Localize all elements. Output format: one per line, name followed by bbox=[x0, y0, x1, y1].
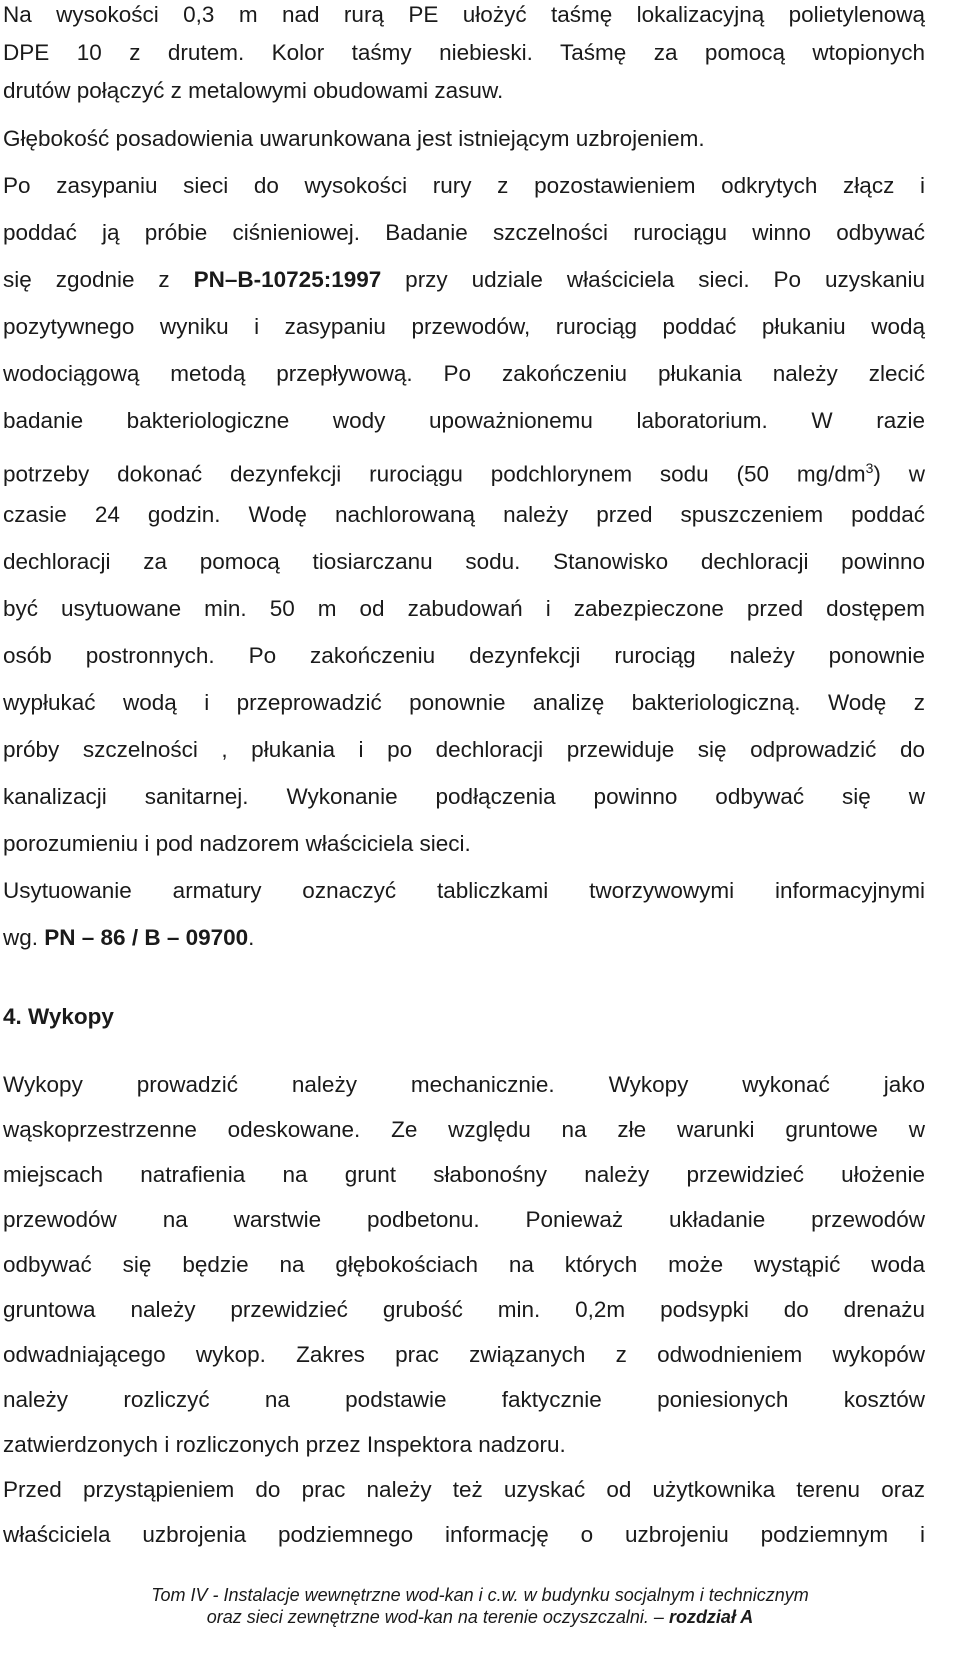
text-line: wypłukać wodą i przeprowadzić ponownie analizę bakteriologiczną. Wodę z bbox=[3, 690, 925, 715]
footer-line: Tom IV - Instalacje wewnętrzne wod-kan i c.w. w budynku socjalnym i technicznym bbox=[151, 1585, 809, 1605]
text-line: badanie bakteriologiczne wody upoważnionemu laboratorium. W razie bbox=[3, 408, 925, 433]
text-line bbox=[3, 453, 925, 490]
text-line: drutów połączyć z metalowymi obudowami zasuw. bbox=[3, 78, 504, 103]
footer-chapter: rozdział A bbox=[668, 1607, 754, 1627]
text-line: odbywać się będzie na głębokościach na których może wystąpić woda bbox=[3, 1252, 925, 1277]
text-line: wąskoprzestrzenne odeskowane. Ze względu na złe warunki gruntowe w bbox=[3, 1117, 925, 1142]
text-line: wodociągową metodą przepływową. Po zakończeniu płukania należy zlecić bbox=[3, 361, 925, 386]
text-line: Wykopy prowadzić należy mechanicznie. Wykopy wykonać jako bbox=[3, 1072, 925, 1097]
text-line: Przed przystąpieniem do prac należy też uzyskać od użytkownika terenu oraz bbox=[3, 1477, 925, 1502]
standard-reference: PN–B-10725:1997 bbox=[193, 267, 382, 292]
superscript: 3 bbox=[865, 460, 874, 476]
text-line: DPE 10 z drutem. Kolor taśmy niebieski. Taśmę za pomocą wtopionych bbox=[3, 40, 925, 65]
text-run: . bbox=[248, 925, 255, 950]
standard-reference: PN – 86 / B – 09700 bbox=[44, 925, 249, 950]
text-line bbox=[3, 265, 925, 295]
text-line: należy rozliczyć na podstawie faktycznie poniesionych kosztów bbox=[3, 1387, 925, 1412]
text-run: potrzeby dokonać dezynfekcji rurociągu podchlorynem sodu (50 mg/dm bbox=[3, 461, 866, 487]
footer-line bbox=[0, 1606, 960, 1628]
text-line: Na wysokości 0,3 m nad rurą PE ułożyć taśmę lokalizacyjną polietylenową bbox=[3, 2, 925, 27]
text-line bbox=[3, 923, 925, 953]
text-line: być usytuowane min. 50 m od zabudowań i zabezpieczone przed dostępem bbox=[3, 596, 925, 621]
text-run: się zgodnie z bbox=[3, 267, 194, 292]
text-run: wg. bbox=[3, 925, 45, 950]
text-line: pozytywnego wyniku i zasypaniu przewodów, rurociąg poddać płukaniu wodą bbox=[3, 314, 925, 339]
text-line: właściciela uzbrojenia podziemnego informację o uzbrojeniu podziemnym i bbox=[3, 1522, 925, 1547]
text-line: Głębokość posadowienia uwarunkowana jest istniejącym uzbrojeniem. bbox=[3, 126, 705, 151]
text-line: gruntowa należy przewidzieć grubość min. 0,2m podsypki do drenażu bbox=[3, 1297, 925, 1322]
text-line: odwadniającego wykop. Zakres prac związanych z odwodnieniem wykopów bbox=[3, 1342, 925, 1367]
footer-text: oraz sieci zewnętrzne wod-kan na terenie oczyszczalni. – bbox=[206, 1607, 669, 1627]
text-line: dechloracji za pomocą tiosiarczanu sodu. Stanowisko dechloracji powinno bbox=[3, 549, 925, 574]
text-run: przy udziale właściciela sieci. Po uzyskaniu bbox=[381, 267, 925, 292]
text-line: Po zasypaniu sieci do wysokości rury z pozostawieniem odkrytych złącz i bbox=[3, 173, 925, 198]
text-line: porozumieniu i pod nadzorem właściciela sieci. bbox=[3, 831, 471, 856]
text-run: ) w bbox=[873, 461, 925, 487]
section-heading: 4. Wykopy bbox=[3, 1004, 114, 1029]
text-line: osób postronnych. Po zakończeniu dezynfekcji rurociąg należy ponownie bbox=[3, 643, 925, 668]
text-line: zatwierdzonych i rozliczonych przez Inspektora nadzoru. bbox=[3, 1432, 566, 1457]
text-line: czasie 24 godzin. Wodę nachlorowaną należy przed spuszczeniem poddać bbox=[3, 502, 925, 527]
text-line: kanalizacji sanitarnej. Wykonanie podłączenia powinno odbywać się w bbox=[3, 784, 925, 809]
text-line: Usytuowanie armatury oznaczyć tabliczkami tworzywowymi informacyjnymi bbox=[3, 878, 925, 903]
text-line: poddać ją próbie ciśnieniowej. Badanie szczelności rurociągu winno odbywać bbox=[3, 220, 925, 245]
text-line: miejscach natrafienia na grunt słabonośny należy przewidzieć ułożenie bbox=[3, 1162, 925, 1187]
text-line: próby szczelności , płukania i po dechloracji przewiduje się odprowadzić do bbox=[3, 737, 925, 762]
text-line: przewodów na warstwie podbetonu. Ponieważ układanie przewodów bbox=[3, 1207, 925, 1232]
page-footer bbox=[0, 1584, 960, 1628]
